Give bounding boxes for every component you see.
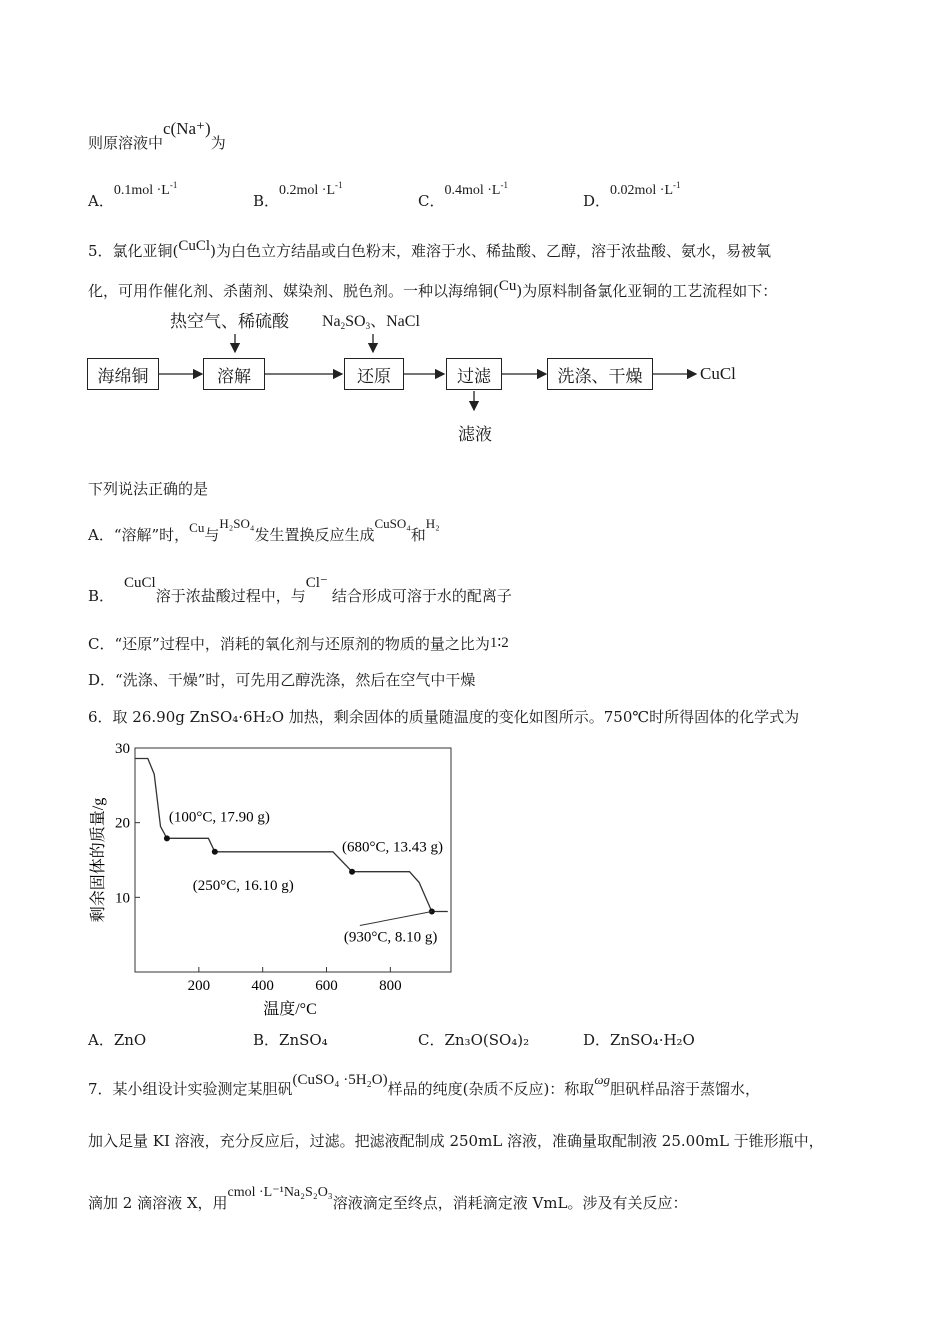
q5-line1-b: )为白色立方结晶或白色粉末，难溶于水、稀盐酸、乙醇，溶于浓盐酸、氨水，易被氧 [210,242,771,260]
point-label: (100°C, 17.90 g) [168,809,270,826]
option-exp: -1 [169,180,178,190]
option-b-text-2: 结合形成可溶于水的配离子 [331,587,512,605]
q7-cuso4-formula: (CuSO₄ ·5H₂O) [292,1072,388,1088]
option-exp: -1 [500,180,508,190]
option-a-text-4: 和 [410,526,426,544]
q5-line2-a: 化，可用作催化剂、杀菌剂、媒染剂、脱色剂。一种以海绵铜( [88,282,499,300]
reagent-sub-2: 2 [340,321,346,331]
x-tick-label: 200 [187,978,211,994]
point-leader-line [360,912,432,926]
data-point [164,835,170,841]
q7-line1-c: 胆矾样品溶于蒸馏水， [610,1080,761,1098]
option-b-text-1: 溶于浓盐酸过程中，与 [155,587,306,605]
q6-stem: 6．取 26.90g ZnSO₄·6H₂O 加热，剩余固体的质量随温度的变化如图所示。750℃时所得固体的化学式为 [88,708,800,726]
q5-line1 [88,240,771,261]
flow-arrows [80,330,780,420]
x-tick-label: 400 [251,978,274,994]
option-b-letter: B． [88,587,115,605]
q5-cu-formula: Cu [498,278,517,294]
q4-stem [88,119,226,153]
q5-line2 [88,280,777,301]
option-value: 0.1mol ·L [113,183,170,198]
q4-option-d[interactable] [583,180,681,211]
x-tick-label: 600 [315,978,338,994]
q7-line3-b: 溶液滴定至终点，消耗滴定液 VmL。涉及有关反应： [332,1194,688,1212]
option-value: 0.4mol ·L [444,183,501,198]
q7-line3 [88,1185,688,1213]
option-a-text-2: 与 [204,526,220,544]
reagent-nacl: 、NaCl [370,313,420,330]
option-a-h2so4: H₂SO₄ [219,516,255,531]
q6-option-b[interactable]: B．ZnSO₄ [253,1031,328,1049]
data-point [349,869,355,875]
q5-line2-b: )为原料制备氯化亚铜的工艺流程如下： [516,282,778,300]
flow-box-filter: 过滤 [446,358,502,390]
option-exp: -1 [673,180,681,190]
q4-expr: c(Na⁺) [163,119,211,138]
data-point [212,849,218,855]
x-tick-label: 800 [379,978,402,994]
mass-temperature-chart [85,735,465,1025]
q5-prompt: 下列说法正确的是 [88,480,209,498]
q7-mass-w: ωg [594,1072,610,1087]
q7-line3-a: 滴加 2 滴溶液 X，用 [88,1194,228,1212]
q5-option-a[interactable] [88,516,440,545]
axis-ticks [115,741,402,994]
q4-option-a[interactable] [88,180,178,211]
q5-option-d[interactable]: D．“洗涤、干燥”时，可先用乙醇洗涤，然后在空气中干燥 [88,671,476,689]
q5-option-b[interactable] [88,575,512,606]
reagent-na2so3-nacl [322,308,420,331]
option-b-cl: Cl⁻ [305,575,328,591]
option-letter: C． [418,192,445,210]
reagent-so: SO [345,313,366,330]
q4-stem-text: 则原溶液中 [88,134,164,152]
y-axis-label: 剩余固体的质量/g [90,797,107,923]
option-a-cu: Cu [189,520,205,535]
option-b-cucl: CuCl [124,575,156,591]
option-value: 0.02mol ·L [610,183,674,198]
points-group [164,809,443,945]
q4-option-b[interactable] [253,180,343,211]
flow-box-sponge-copper: 海绵铜 [87,358,159,390]
option-c-text: C．“还原”过程中，消耗的氧化剂与还原剂的物质的量之比为 [88,635,490,653]
q7-line2: 加入足量 KI 溶液，充分反应后，过滤。把滤液配制成 250mL 溶液，准确量取配制液 25.00mL 于锥形瓶中， [88,1132,824,1150]
option-a-text-3: 发生置换反应生成 [254,526,375,544]
flow-box-dissolve: 溶解 [203,358,265,390]
q4-stem-end: 为 [210,134,226,152]
q5-line1-a: 5．氯化亚铜( [88,242,179,260]
reagent-sub-3: 3 [365,321,371,331]
flow-product-cucl: CuCl [700,364,736,383]
x-axis-label: 温度/°C [263,1001,317,1018]
y-tick-label: 10 [115,890,130,907]
reagent-na: Na [322,313,341,330]
option-letter: A． [88,192,114,210]
point-label: (930°C, 8.10 g) [343,929,438,946]
flow-waste-filtrate: 滤液 [458,425,492,445]
q5-option-c[interactable] [88,633,509,654]
option-a-h2: H₂ [425,516,440,531]
q6-option-a[interactable]: A．ZnO [88,1031,147,1049]
y-tick-label: 20 [115,815,130,832]
option-c-ratio: 1∶2 [489,635,509,651]
q6-option-d[interactable]: D．ZnSO₄·H₂O [583,1031,695,1049]
flow-box-wash-dry: 洗涤、干燥 [547,358,653,390]
q7-line1-a: 7．某小组设计实验测定某胆矾 [88,1080,293,1098]
q4-option-c[interactable] [418,180,508,211]
option-a-text-1: A．“溶解”时， [88,526,190,544]
reagent-hot-air-dilute-sulfuric-acid: 热空气、稀硫酸 [170,312,289,332]
y-tick-label: 30 [115,741,130,757]
q6-option-c[interactable]: C．Zn₃O(SO₄)₂ [418,1031,530,1049]
q7-titrant-formula: cmol ·L⁻¹Na₂S₂O₃ [227,1185,333,1200]
point-label: (680°C, 13.43 g) [342,839,444,856]
point-label: (250°C, 16.10 g) [192,877,294,894]
option-exp: -1 [335,180,343,190]
q7-line1 [88,1072,761,1099]
option-a-cuso4: CuSO₄ [374,516,411,531]
flow-box-reduce: 还原 [344,358,404,390]
option-value: 0.2mol ·L [279,183,336,198]
q7-line1-b: 样品的纯度(杂质不反应)：称取 [387,1080,595,1098]
option-letter: D． [583,192,611,210]
option-letter: B． [253,192,280,210]
q5-cucl-formula: CuCl [178,238,211,254]
